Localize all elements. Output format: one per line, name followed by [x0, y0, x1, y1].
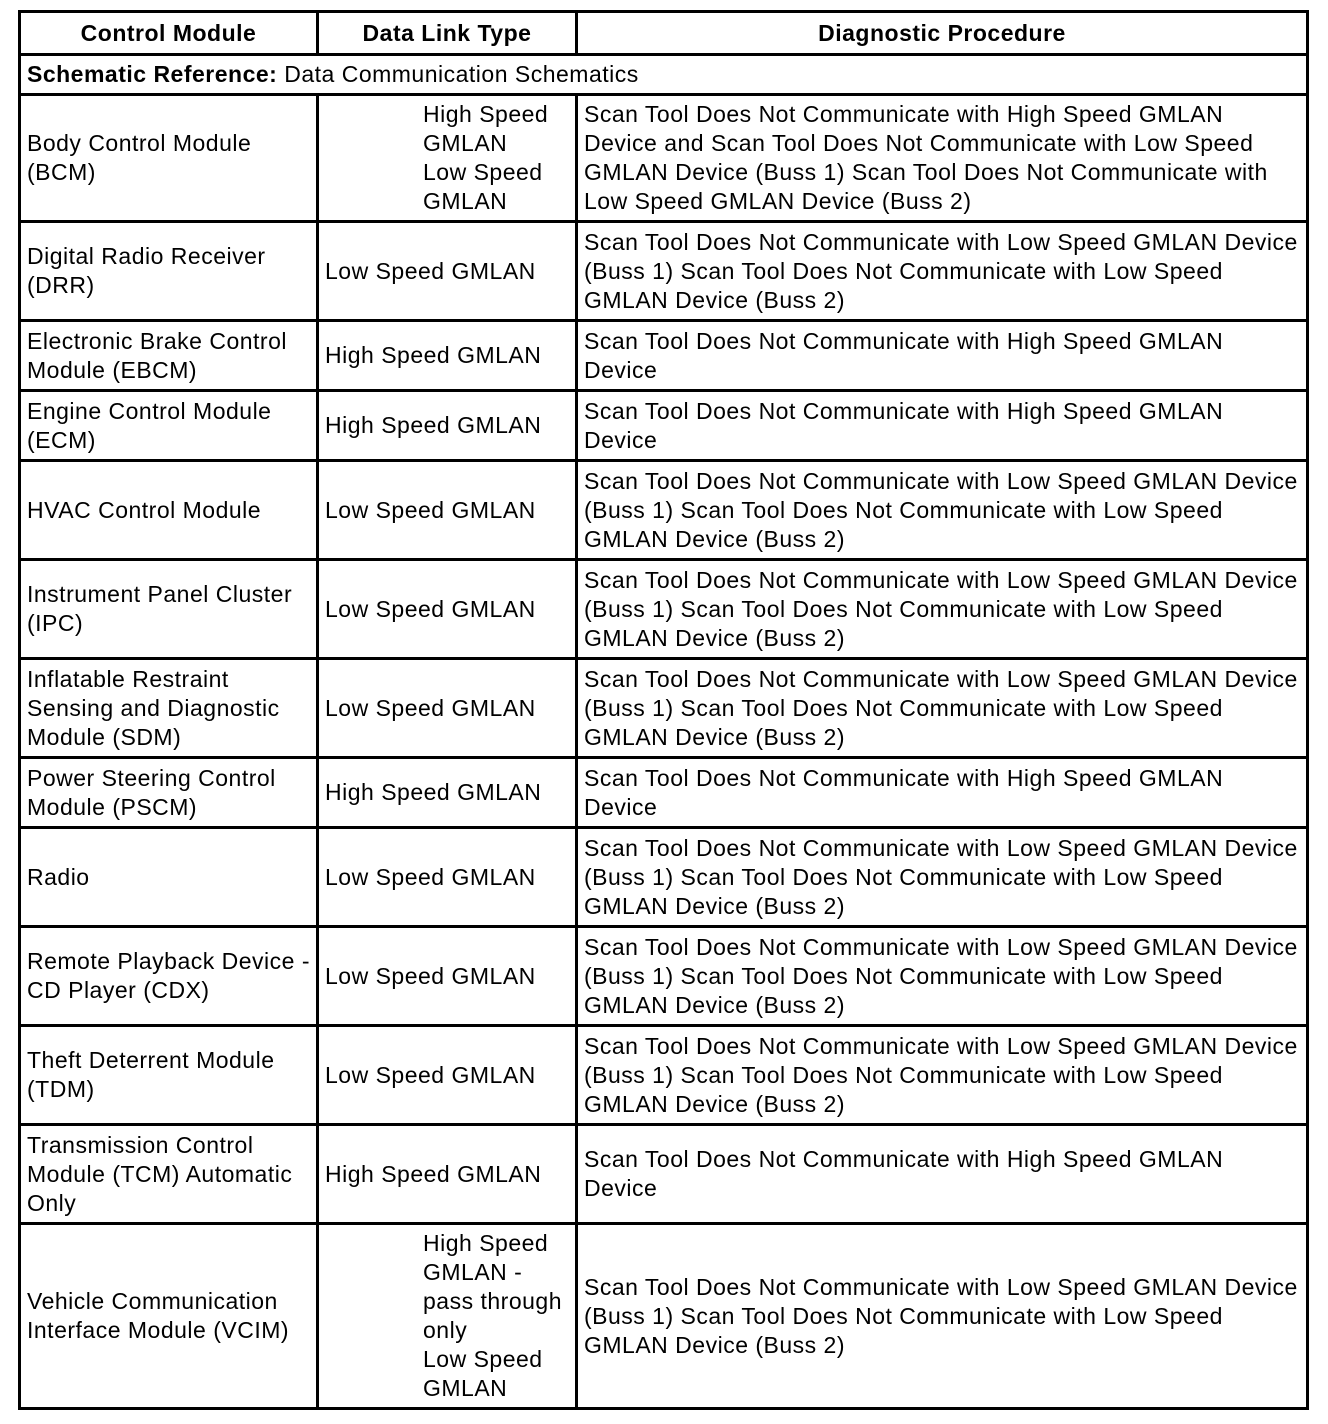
header-control-module: Control Module — [20, 12, 318, 55]
data-link-cell: Low Speed GMLAN — [318, 222, 577, 321]
procedure-cell: Scan Tool Does Not Communicate with Low Speed GMLAN Device (Buss 1) Scan Tool Does Not Communicate with Low Speed GMLAN Device (Buss 2) — [577, 1224, 1308, 1409]
table-row — [20, 1224, 1308, 1409]
control-module-cell: HVAC Control Module — [20, 461, 318, 560]
table-row — [20, 560, 1308, 659]
data-link-cell: High Speed GMLAN — [318, 321, 577, 391]
control-module-cell: Theft Deterrent Module (TDM) — [20, 1026, 318, 1125]
procedure-cell: Scan Tool Does Not Communicate with Low Speed GMLAN Device (Buss 1) Scan Tool Does Not Communicate with Low Speed GMLAN Device (Buss 2) — [577, 659, 1308, 758]
table-row — [20, 222, 1308, 321]
table-row — [20, 1026, 1308, 1125]
data-link-cell: High Speed GMLAN — [318, 758, 577, 828]
header-row — [20, 12, 1308, 55]
data-link-cell — [318, 1224, 577, 1409]
control-module-cell: Power Steering Control Module (PSCM) — [20, 758, 318, 828]
data-link-line: Low Speed GMLAN — [423, 159, 543, 214]
header-diagnostic-procedure: Diagnostic Procedure — [577, 12, 1308, 55]
procedure-cell: Scan Tool Does Not Communicate with Low Speed GMLAN Device (Buss 1) Scan Tool Does Not Communicate with Low Speed GMLAN Device (Buss 2) — [577, 222, 1308, 321]
control-module-cell: Instrument Panel Cluster (IPC) — [20, 560, 318, 659]
table-row — [20, 321, 1308, 391]
data-link-cell: Low Speed GMLAN — [318, 659, 577, 758]
procedure-cell: Scan Tool Does Not Communicate with Low Speed GMLAN Device (Buss 1) Scan Tool Does Not Communicate with Low Speed GMLAN Device (Buss 2) — [577, 461, 1308, 560]
diagnostic-table — [18, 10, 1309, 1410]
procedure-cell: Scan Tool Does Not Communicate with High Speed GMLAN Device — [577, 758, 1308, 828]
control-module-cell: Vehicle Communication Interface Module (VCIM) — [20, 1224, 318, 1409]
data-link-cell: High Speed GMLAN — [318, 1125, 577, 1224]
procedure-cell: Scan Tool Does Not Communicate with Low Speed GMLAN Device (Buss 1) Scan Tool Does Not Communicate with Low Speed GMLAN Device (Buss 2) — [577, 828, 1308, 927]
schematic-reference-label: Schematic Reference: — [27, 61, 278, 87]
control-module-cell: Digital Radio Receiver (DRR) — [20, 222, 318, 321]
header-data-link-type: Data Link Type — [318, 12, 577, 55]
table-row — [20, 461, 1308, 560]
control-module-cell: Body Control Module (BCM) — [20, 95, 318, 222]
procedure-cell: Scan Tool Does Not Communicate with Low Speed GMLAN Device (Buss 1) Scan Tool Does Not Communicate with Low Speed GMLAN Device (Buss 2) — [577, 927, 1308, 1026]
data-link-cell: Low Speed GMLAN — [318, 1026, 577, 1125]
procedure-cell: Scan Tool Does Not Communicate with Low Speed GMLAN Device (Buss 1) Scan Tool Does Not Communicate with Low Speed GMLAN Device (Buss 2) — [577, 560, 1308, 659]
table-row — [20, 1125, 1308, 1224]
data-link-cell: Low Speed GMLAN — [318, 461, 577, 560]
data-link-line: High Speed GMLAN - pass through only — [423, 1230, 562, 1343]
control-module-cell: Remote Playback Device - CD Player (CDX) — [20, 927, 318, 1026]
table-row — [20, 659, 1308, 758]
procedure-cell: Scan Tool Does Not Communicate with Low Speed GMLAN Device (Buss 1) Scan Tool Does Not Communicate with Low Speed GMLAN Device (Buss 2) — [577, 1026, 1308, 1125]
procedure-cell: Scan Tool Does Not Communicate with High Speed GMLAN Device — [577, 1125, 1308, 1224]
procedure-cell: Scan Tool Does Not Communicate with High Speed GMLAN Device and Scan Tool Does Not Communicate with Low Speed GMLAN Device (Buss 1) Scan Tool Does Not Communicate with Low Speed GMLAN Device (Buss 2) — [577, 95, 1308, 222]
procedure-cell: Scan Tool Does Not Communicate with High Speed GMLAN Device — [577, 391, 1308, 461]
table-row — [20, 828, 1308, 927]
table-row — [20, 95, 1308, 222]
data-link-cell — [318, 95, 577, 222]
schematic-reference — [20, 55, 1308, 95]
data-link-line: Low Speed GMLAN — [423, 1346, 543, 1401]
procedure-cell: Scan Tool Does Not Communicate with High Speed GMLAN Device — [577, 321, 1308, 391]
schematic-reference-row — [20, 55, 1308, 95]
control-module-cell: Inflatable Restraint Sensing and Diagnostic Module (SDM) — [20, 659, 318, 758]
data-link-cell: Low Speed GMLAN — [318, 927, 577, 1026]
data-link-cell: Low Speed GMLAN — [318, 560, 577, 659]
control-module-cell: Engine Control Module (ECM) — [20, 391, 318, 461]
control-module-cell: Electronic Brake Control Module (EBCM) — [20, 321, 318, 391]
table-row — [20, 927, 1308, 1026]
control-module-cell: Radio — [20, 828, 318, 927]
control-module-cell: Transmission Control Module (TCM) Automatic Only — [20, 1125, 318, 1224]
schematic-reference-value: Data Communication Schematics — [284, 61, 639, 87]
data-link-cell: High Speed GMLAN — [318, 391, 577, 461]
data-link-cell: Low Speed GMLAN — [318, 828, 577, 927]
data-link-line: High Speed GMLAN — [423, 101, 549, 156]
table-row — [20, 391, 1308, 461]
table-row — [20, 758, 1308, 828]
